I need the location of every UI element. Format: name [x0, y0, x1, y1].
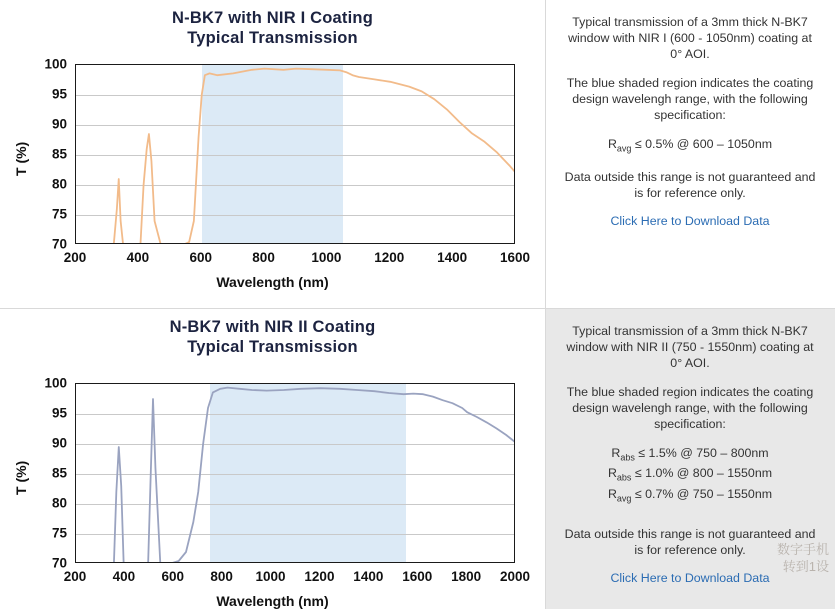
y-axis-tick-label: 85 — [51, 465, 67, 481]
chart-cell-nir-ii — [0, 309, 545, 609]
divider-vertical-top — [545, 0, 546, 309]
download-data-link[interactable]: Click Here to Download Data — [610, 214, 770, 229]
y-axis-tick-label: 75 — [51, 206, 67, 222]
spec-line: $R_{abs} \le 1.0\%$ @ 800 – 1550nm — [607, 466, 773, 483]
x-axis-label: Wavelength (nm) — [216, 274, 329, 290]
x-axis-label: Wavelength (nm) — [216, 593, 329, 609]
description-3: Data outside this range is not guaranteed and is for reference only. — [564, 527, 816, 558]
chart-title-line2: Typical Transmission — [187, 29, 358, 47]
x-axis-tick-label: 200 — [63, 250, 87, 265]
plot-frame — [75, 383, 515, 563]
transmission-curve — [76, 65, 515, 244]
y-axis-tick-label: 70 — [51, 555, 67, 571]
description-cell-nir-ii — [545, 309, 835, 609]
y-axis-tick-label: 90 — [51, 435, 67, 451]
x-axis-tick-label: 1000 — [255, 569, 286, 584]
x-axis-tick-label: 1600 — [499, 250, 531, 265]
x-axis-tick-label: 800 — [252, 250, 275, 265]
x-axis-tick-label: 1200 — [374, 250, 405, 265]
chart-title-nir-i — [0, 0, 545, 48]
spec-line: $R_{abs} \le 1.5\%$ @ 750 – 800nm — [611, 446, 769, 463]
chart-title-nir-ii — [0, 309, 545, 357]
y-axis-tick-label: 95 — [51, 405, 67, 421]
chart-title-line1: N-BK7 with NIR II Coating — [169, 318, 376, 336]
description-2: The blue shaded region indicates the coating design wavelengh range, with the following specification: — [566, 385, 814, 431]
y-axis-tick-label: 75 — [51, 525, 67, 541]
x-axis-tick-label: 200 — [63, 569, 87, 584]
chart-title-line2: Typical Transmission — [187, 338, 358, 356]
watermark-line1: 数字手机 — [776, 542, 829, 557]
description-cell-nir-i — [545, 0, 835, 309]
chart-title-line1: N-BK7 with NIR I Coating — [172, 9, 373, 27]
y-axis-tick-label: 95 — [51, 86, 67, 102]
description-1: Typical transmission of a 3mm thick N-BK7 window with NIR I (600 - 1050nm) coating at 0° AOI. — [568, 15, 812, 61]
description-1: Typical transmission of a 3mm thick N-BK7 window with NIR II (750 - 1550nm) coating at 0° AOI. — [566, 324, 814, 370]
y-axis-tick-label: 100 — [44, 56, 67, 72]
plot-area-nir-ii — [0, 361, 545, 613]
plot-frame — [75, 64, 515, 244]
divider-vertical-bottom — [545, 309, 546, 609]
transmission-curve — [76, 384, 515, 563]
y-axis-tick-label: 80 — [51, 176, 67, 192]
y-axis-tick-label: 90 — [51, 116, 67, 132]
y-axis-label: T (%) — [13, 460, 29, 495]
x-axis-tick-label: 600 — [161, 569, 185, 584]
x-axis-tick-label: 1200 — [304, 569, 335, 584]
x-axis-tick-label: 2000 — [499, 569, 531, 584]
y-axis-tick-label: 100 — [44, 375, 67, 391]
x-axis-tick-label: 400 — [112, 569, 136, 584]
chart-cell-nir-i — [0, 0, 545, 309]
y-axis-label: T (%) — [13, 141, 29, 176]
x-axis-tick-label: 1800 — [451, 569, 482, 584]
x-axis-tick-label: 800 — [210, 569, 233, 584]
description-3: Data outside this range is not guaranteed and is for reference only. — [564, 170, 816, 201]
x-axis-tick-label: 1400 — [353, 569, 384, 584]
y-axis-tick-label: 70 — [51, 236, 67, 252]
x-axis-tick-label: 400 — [126, 250, 150, 265]
divider-horizontal — [0, 308, 835, 309]
x-axis-tick-label: 1400 — [437, 250, 468, 265]
download-data-link[interactable]: Click Here to Download Data — [610, 571, 770, 586]
x-axis-tick-label: 1000 — [311, 250, 342, 265]
panel-nir-ii — [0, 309, 835, 609]
x-axis-tick-label: 600 — [189, 250, 212, 265]
x-axis-tick-label: 1600 — [402, 569, 433, 584]
spec-line: $R_{avg} \le 0.7\%$ @ 750 – 1550nm — [607, 486, 773, 504]
y-axis-tick-label: 80 — [51, 495, 67, 511]
watermark-line2: 转到1设 — [782, 559, 829, 574]
plot-area-nir-i — [0, 52, 545, 307]
y-axis-tick-label: 85 — [51, 146, 67, 162]
description-2: The blue shaded region indicates the coating design wavelengh range, with the following specification: — [566, 76, 814, 122]
spec-line: $R_{avg} \le 0.5\%$ @ 600 – 1050nm — [607, 137, 773, 154]
